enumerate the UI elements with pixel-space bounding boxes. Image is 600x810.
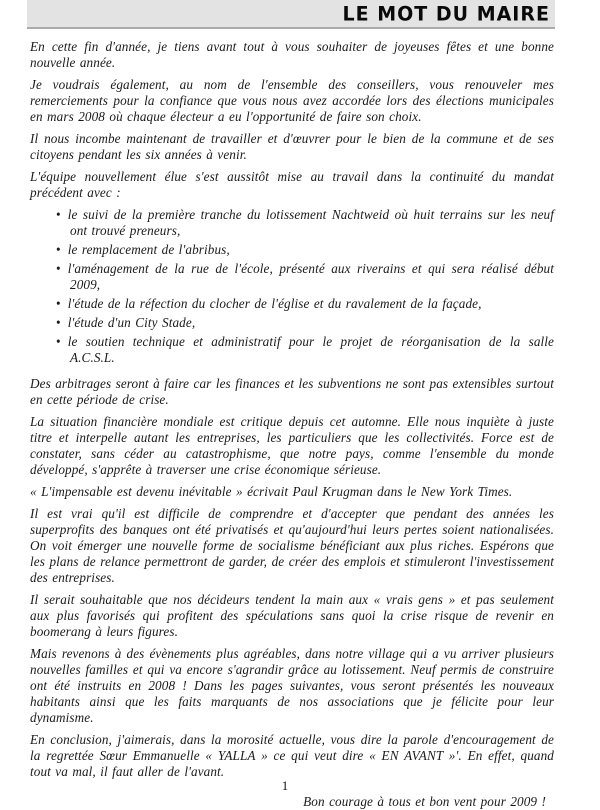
bullet-list: [30, 207, 554, 366]
bullet-item: [56, 334, 554, 366]
bullet-icon: •: [56, 296, 61, 311]
bullet-item: [56, 242, 554, 258]
bullet-text: le soutien technique et administratif pour le projet de réorganisation de la salle A.C.S.L.: [67, 334, 554, 365]
paragraph: Mais revenons à des évènements plus agréables, dans notre village qui a vu arriver plusieurs nouvelles familles et qui va encore s'agrandir grâce au lotissement. Neuf permis de construire ont été instruits en 2008 ! Dans les pages suivantes, vous seront présentés les nouveaux habitants ainsi que les faits marquants de nos associations que je félicite pour leur dynamisme.: [30, 646, 554, 725]
bullet-item: [56, 315, 554, 331]
bullet-icon: •: [56, 242, 61, 257]
bullet-icon: •: [56, 207, 61, 222]
paragraph: La situation financière mondiale est critique depuis cet automne. Elle nous inquiète à juste titre et interpelle autant les entreprises, les particuliers que les collectivités. Force est de constater, sans céder au catastrophisme, que notre pays, comme l'ensemble du monde développé, s'apprête à traverser une crise économique sérieuse.: [30, 414, 554, 477]
bullet-text: l'aménagement de la rue de l'école, présenté aux riverains et qui sera réalisé début 2009,: [67, 261, 554, 292]
page-title: LE MOT DU MAIRE: [342, 1, 550, 26]
bullet-item: [56, 296, 554, 312]
paragraph: En cette fin d'année, je tiens avant tout à vous souhaiter de joyeuses fêtes et une bonne nouvelle année.: [30, 39, 554, 70]
mayor-letter-body: [0, 29, 600, 810]
bullet-item: [56, 207, 554, 239]
bullet-icon: •: [56, 334, 61, 349]
header-bar: [27, 0, 555, 29]
closing-line: Bon courage à tous et bon vent pour 2009 !: [303, 794, 546, 809]
paragraph: « L'impensable est devenu inévitable » écrivait Paul Krugman dans le New York Times.: [30, 484, 513, 499]
paragraph: Il nous incombe maintenant de travailler et d'œuvrer pour le bien de la commune et de ses citoyens pendant les six années à venir.: [30, 131, 554, 162]
paragraph: Il est vrai qu'il est difficile de comprendre et d'accepter que pendant des années les superprofits des banques ont été privatisés et qu'aujourd'hui leurs pertes soient nationalisées. On voit émerger une nouvelle forme de socialisme bénéficiant aux plus riches. Espérons que les plans de relance permettront de garder, de créer des emplois et stimuleront l'investissement des entreprises.: [30, 506, 554, 585]
page-number: 1: [281, 778, 289, 793]
bullet-icon: •: [56, 315, 61, 330]
paragraph: Des arbitrages seront à faire car les finances et les subventions ne sont pas extensibles surtout en cette période de crise.: [30, 376, 554, 407]
bullet-item: [56, 261, 554, 293]
bullet-text: le remplacement de l'abribus,: [67, 242, 230, 257]
paragraph: En conclusion, j'aimerais, dans la morosité actuelle, vous dire la parole d'encouragement de la regrettée Sœur Emmanuelle « YALLA » ce qui veut dire « EN AVANT »'. En effet, quand tout va mal, il faut aller de l'avant.: [30, 732, 554, 779]
bullet-icon: •: [56, 261, 61, 276]
paragraph: Je voudrais également, au nom de l'ensemble des conseillers, vous renouveler mes remerciements pour la confiance que vous nous avez accordée lors des élections municipales en mars 2008 où chaque électeur a eu l'opportunité de faire son choix.: [30, 77, 554, 124]
paragraph: L'équipe nouvellement élue s'est aussitôt mise au travail dans la continuité du mandat précédent avec :: [30, 169, 554, 200]
bullet-text: l'étude d'un City Stade,: [67, 315, 196, 330]
bullet-text: l'étude de la réfection du clocher de l'église et du ravalement de la façade,: [67, 296, 482, 311]
bullet-text: le suivi de la première tranche du lotissement Nachtweid où huit terrains sur les neuf ont trouvé preneurs,: [67, 207, 554, 238]
paragraph: Il serait souhaitable que nos décideurs tendent la main aux « vrais gens » et pas seulement aux plus favorisés qui profitent des spéculations sans quoi la crise risque de revenir en boomerang à leurs figures.: [30, 592, 554, 639]
